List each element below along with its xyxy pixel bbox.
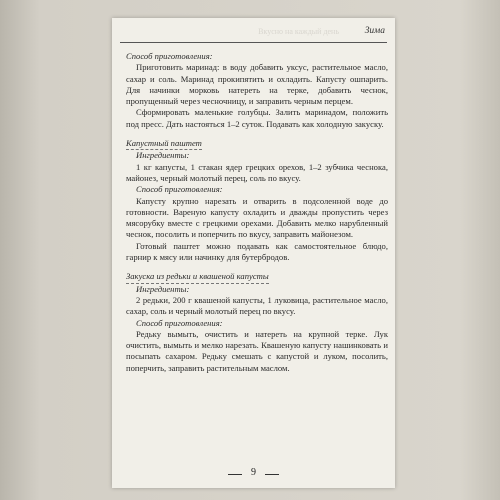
recipe3-ingredients: 2 редьки, 200 г квашеной капусты, 1 луковица, растительное масло, сахар, соль и черный молотый перец по вкусу.: [126, 294, 388, 317]
recipe3-paragraph-1: Редьку вымыть, очистить и натереть на крупной терке. Лук очистить, вымыть и мелко нарезать. Квашеную капусту нашинковать и посыпать сахаром. Редьку смешать с капустой и луком, посолить, поперчить, заправить растительным маслом.: [126, 328, 388, 373]
bleed-through-text: Вкусно на каждый день: [258, 27, 339, 36]
book-page: [112, 18, 395, 488]
footer-rule-left: [228, 474, 242, 475]
recipe1-method-heading: Способ приготовления:: [126, 51, 213, 61]
running-header: [120, 26, 387, 43]
recipe2-paragraph-2: Готовый паштет можно подавать как самостоятельное блюдо, гарнир к мясу или начинку для бутербродов.: [126, 240, 388, 263]
page-footer: [112, 467, 395, 481]
recipe2-paragraph-1: Капусту крупно нарезать и отварить в подсоленной воде до готовности. Вареную капусту охладить и дважды пропустить через мясорубку вместе с грецкими орехами. Добавить мелко нарубленный чеснок, посолить и поперчить по вкусу, заправить майонезом.: [126, 195, 388, 240]
recipe3-method-heading: Способ приготовления:: [136, 317, 223, 328]
chapter-title: Зима: [364, 26, 385, 36]
recipe2-ingredients: 1 кг капусты, 1 стакан ядер грецких орехов, 1–2 зубчика чеснока, майонез, черный молотый перец, соль по вкусу.: [126, 161, 388, 183]
recipe2-method-heading: Способ приготовления:: [136, 184, 223, 195]
recipe2-ingredients-heading: Ингредиенты:: [136, 150, 190, 161]
recipe1-paragraph-2: Сформировать маленькие голубцы. Залить маринадом, положить под пресс. Дать настояться 1–2 суток. Подавать как холодную закуску.: [126, 107, 388, 129]
recipe3-ingredients-heading: Ингредиенты:: [136, 283, 190, 294]
page-number: 9: [251, 467, 256, 478]
footer-rule-right: [265, 474, 279, 475]
recipe2-title: Капустный паштет: [126, 138, 202, 150]
recipe1-paragraph-1: Приготовить маринад: в воду добавить уксус, растительное масло, сахар и соль. Маринад прокипятить и охладить. Капусту ошпарить. Для начинки морковь натереть на терке, добавить чеснок, пропущенный через чесночницу, и заправить черным перцем.: [126, 62, 388, 107]
page-content: [126, 51, 388, 374]
recipe3-title: Закуска из редьки и квашеной капусты: [126, 271, 269, 283]
